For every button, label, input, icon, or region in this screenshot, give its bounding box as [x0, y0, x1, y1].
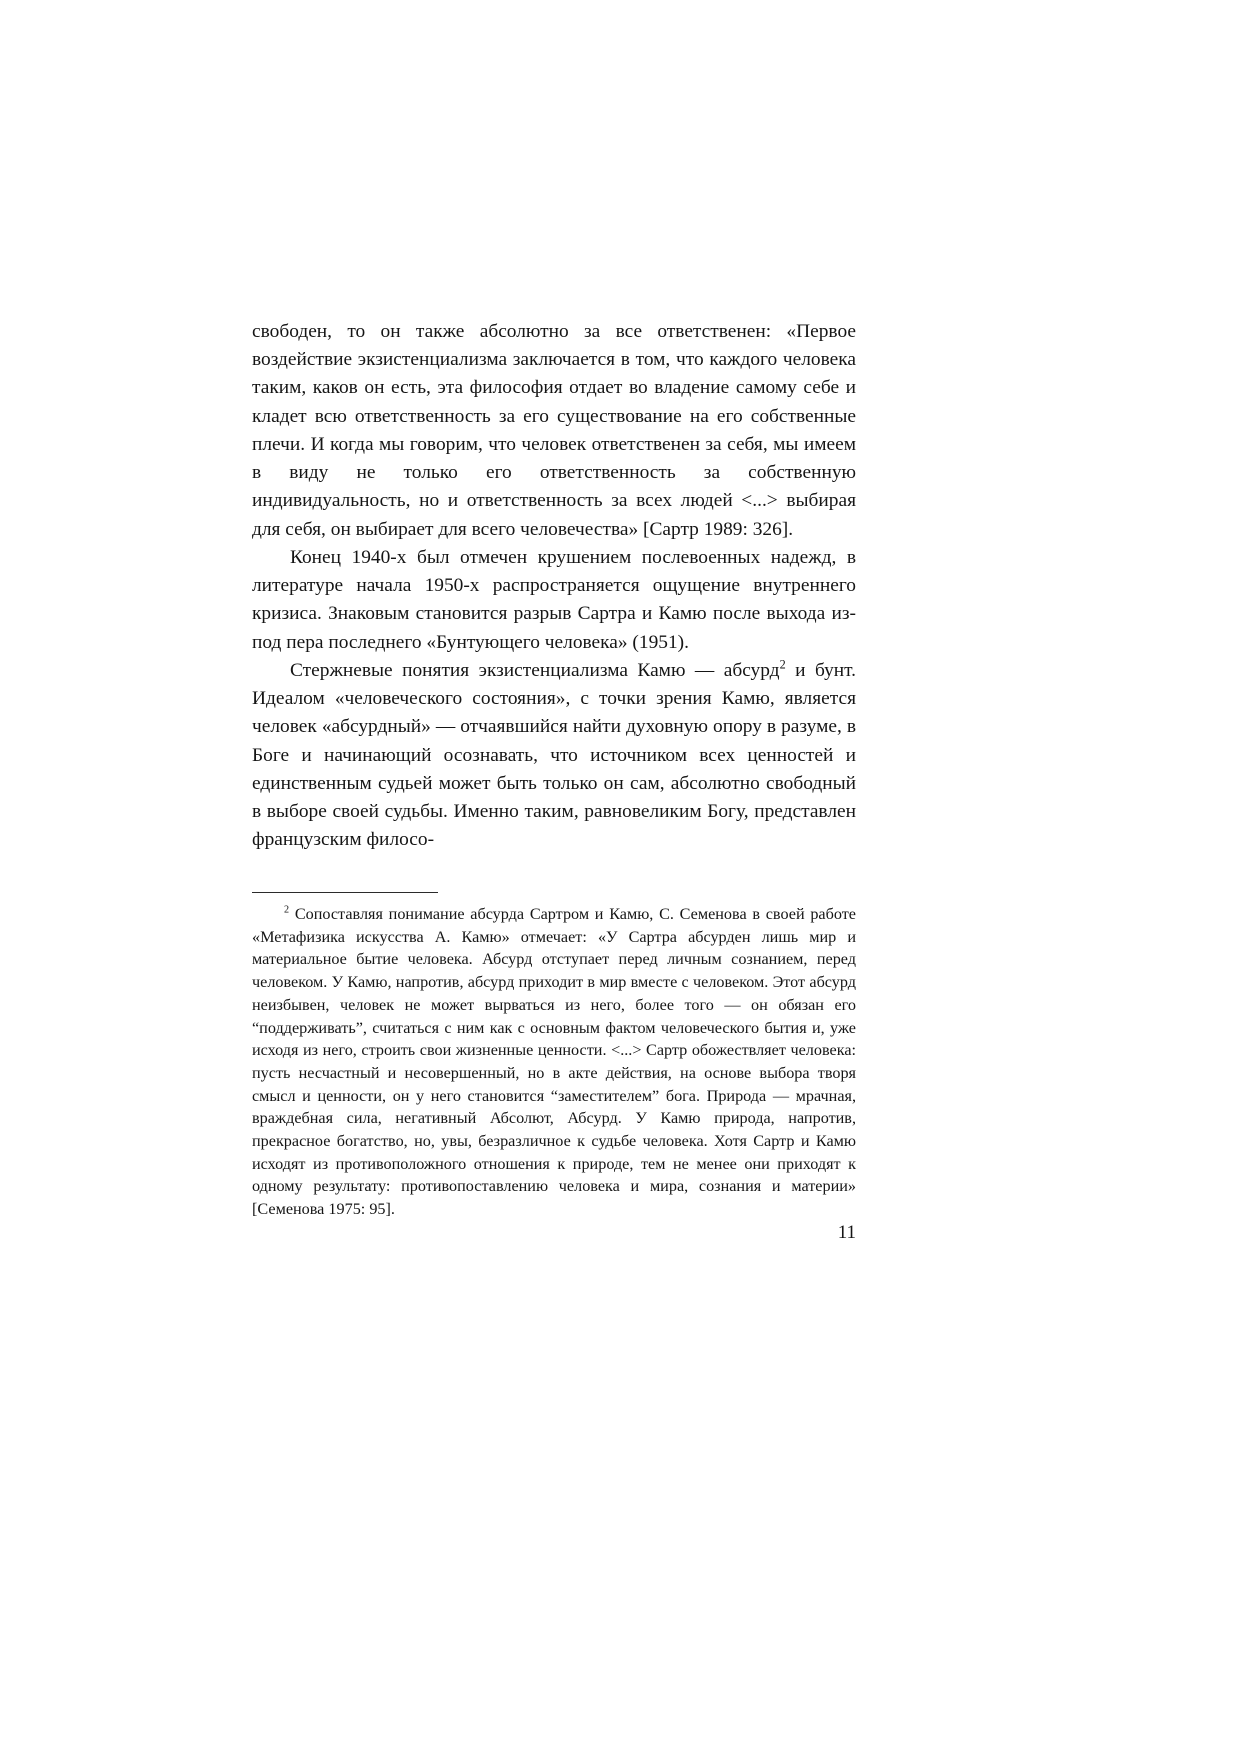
paragraph-1: свободен, то он также абсолютно за все ответственен: «Первое воздействие экзистенциализма заключается в том, что каждого человека таким, каков он есть, эта философия отдает во владение самому себе и кладет всю ответственность за его существование на его собственные плечи. И когда мы говорим, что человек ответственен за себя, мы имеем в виду не только его ответственность за собственную индивидуальность, но и ответственность за всех людей <...> выбирая для себя, он выбирает для всего человечества» [Сартр 1989: 326].: [252, 321, 856, 540]
footnote-text: [252, 903, 856, 1221]
paragraph-2: Конец 1940-х был отмечен крушением послевоенных надежд, в литературе начала 1950-х распространяется ощущение внутреннего кризиса. Знаковым становится разрыв Сартра и Камю после выхода из-под пера последнего «Бунтующего человека» (1951).: [252, 546, 856, 653]
footnote-separator-rule: [252, 892, 438, 893]
page-number: 11: [837, 1222, 856, 1243]
footnote-marker: 2: [284, 904, 290, 916]
footnote-body: Сопоставляя понимание абсурда Сартром и Камю, С. Семенова в своей работе «Метафизика искусства А. Камю» отмечает: «У Сартра абсурден лишь мир и материальное бытие человека. Абсурд отступает перед личным сознанием, перед человеком. У Камю, напротив, абсурд приходит в мир вместе с человеком. Этот абсурд неизбывен, человек не может вырваться из него, более того — он обязан его “поддерживать”, считаться с ним как с основным фактом человеческого бытия и, уже исходя из него, строить свои жизненные ценности. <...> Сартр обожествляет человека: пусть несчастный и несовершенный, но в акте действия, на основе выбора творя смысл и ценности, он у него становится “заместителем” бога. Природа — мрачная, враждебная сила, негативный Абсолют, Абсурд. У Камю природа, напротив, прекрасное богатство, но, увы, безразличное к судьбе человека. Хотя Сартр и Камю исходят из противоположного отношения к природе, тем не менее они приходят к одному результату: противопоставлению человека и мира, сознания и материи» [Семенова 1975: 95].: [252, 905, 856, 1219]
paragraph-3: [252, 657, 856, 855]
footnote-reference-marker[interactable]: 2: [779, 657, 786, 672]
paragraph-3-text-after-note: и бунт. Идеалом «человеческого состояния», с точки зрения Камю, является человек «абсурдный» — отчаявшийся найти духовную опору в разуме, в Боге и начинающий осознавать, что источником всех ценностей и единственным судьей может быть только он сам, абсолютно свободный в выборе своей судьбы. Именно таким, равновеликим Богу, представлен французским филосо-: [252, 659, 857, 851]
paragraph-3-text-before-note: Стержневые понятия экзистенциализма Камю — абсурд: [290, 659, 780, 681]
body-text-block: [252, 318, 856, 854]
